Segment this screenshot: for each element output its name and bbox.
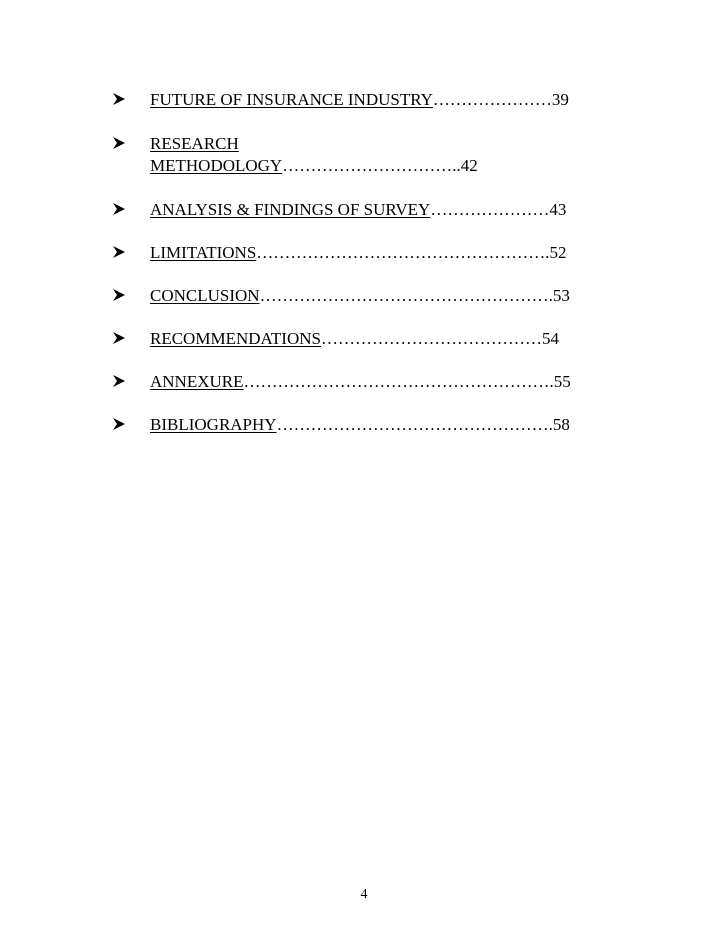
toc-entry-title: FUTURE OF INSURANCE INDUSTRY [150, 90, 433, 109]
page-number: 4 [360, 887, 368, 902]
toc-entry-line [150, 327, 559, 350]
arrowhead-bullet-icon [113, 93, 125, 105]
toc-entry-leader: ……………………………………………. [256, 243, 550, 262]
toc-entry-leader: …………………………………………. [276, 415, 553, 434]
toc-entry-line [150, 88, 569, 111]
toc-entry-line [150, 284, 570, 307]
toc-entry-line-2 [150, 154, 478, 177]
toc-entry-leader: ………………………………………………. [243, 372, 554, 391]
toc-entry-line [150, 413, 570, 436]
toc-entry-page: 43 [549, 200, 567, 219]
toc-entry-page: 39 [551, 90, 569, 109]
arrowhead-bullet-icon [113, 246, 125, 258]
toc-entry-title: ANNEXURE [150, 372, 244, 391]
toc-entry-leader: ………………… [430, 200, 550, 219]
toc-entry-page: 53 [552, 286, 570, 305]
toc-entry-line-1 [150, 132, 239, 155]
toc-entry-leader: ……………………………………………. [259, 286, 553, 305]
toc-entry-page: 54 [541, 329, 559, 348]
toc-entry-title: BIBLIOGRAPHY [150, 415, 277, 434]
toc-entry-title: RECOMMENDATIONS [150, 329, 321, 348]
toc-entry-line [150, 241, 567, 264]
arrowhead-bullet-icon [113, 137, 125, 149]
toc-entry-line [150, 198, 566, 221]
toc-entry-title: ANALYSIS & FINDINGS OF SURVEY [150, 200, 431, 219]
toc-entry-leader: ………………………….. [282, 156, 461, 175]
toc-entry-page: 58 [552, 415, 570, 434]
arrowhead-bullet-icon [113, 418, 125, 430]
toc-entry-line [150, 370, 571, 393]
arrowhead-bullet-icon [113, 332, 125, 344]
toc-entry-title: LIMITATIONS [150, 243, 257, 262]
arrowhead-bullet-icon [113, 203, 125, 215]
arrowhead-bullet-icon [113, 289, 125, 301]
toc-entry-page: 52 [549, 243, 567, 262]
arrowhead-bullet-icon [113, 375, 125, 387]
toc-entry-title-line1: RESEARCH [150, 134, 239, 153]
toc-entry-title-line2: METHODOLOGY [150, 156, 283, 175]
toc-entry-leader: ………………………………… [320, 329, 542, 348]
toc-entry-title: CONCLUSION [150, 286, 260, 305]
toc-entry-page: 42 [460, 156, 478, 175]
toc-entry-page: 55 [553, 372, 571, 391]
toc-entry-leader: ………………… [432, 90, 552, 109]
